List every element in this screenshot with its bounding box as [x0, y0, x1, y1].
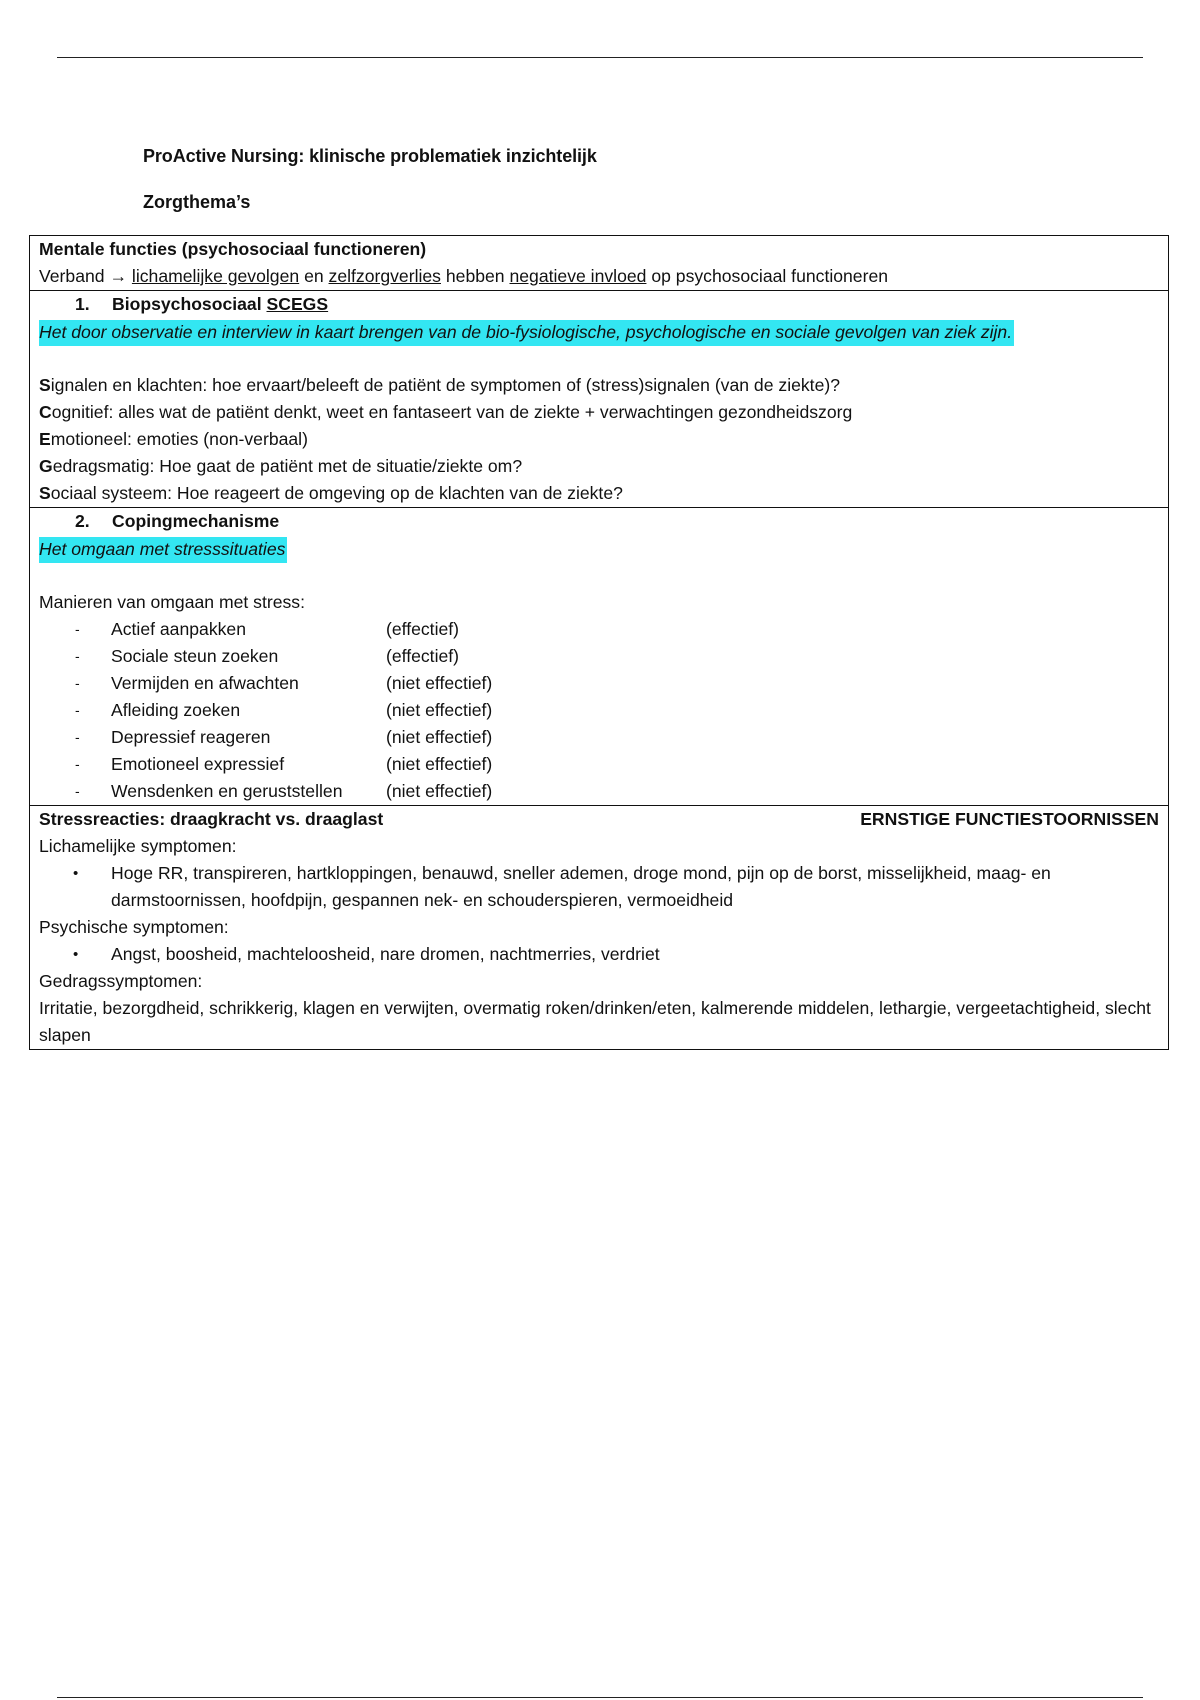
- scegs-text: ognitief: alles wat de patiënt denkt, weet en fantaseert van de ziekte + verwachtingen gezondheidszorg: [51, 402, 853, 422]
- relation-and: en: [304, 266, 324, 286]
- content-table: [29, 235, 1169, 1050]
- scegs-letter: S: [39, 375, 51, 395]
- scegs-text: ociaal systeem: Hoe reageert de omgeving op de klachten van de ziekte?: [50, 483, 623, 503]
- coping-effect: (niet effectief): [386, 673, 493, 693]
- scegs-item: [39, 453, 1159, 480]
- coping-heading-text: Copingmechanisme: [112, 511, 280, 531]
- scegs-letter: S: [39, 483, 51, 503]
- coping-definition: Het omgaan met stresssituaties: [39, 537, 287, 563]
- coping-intro: Manieren van omgaan met stress:: [39, 592, 305, 612]
- scegs-text: edragsmatig: Hoe gaat de patiënt met de situatie/ziekte om?: [52, 456, 523, 476]
- list-item: [39, 643, 1159, 670]
- scegs-item: [39, 426, 1159, 453]
- document-title: ProActive Nursing: klinische problematiek inzichtelijk: [143, 146, 597, 166]
- header-rule: [57, 57, 1143, 58]
- coping-heading: [39, 508, 1159, 535]
- coping-effect: (effectief): [386, 646, 460, 666]
- scegs-letter: E: [39, 429, 51, 449]
- scegs-item: [39, 372, 1159, 399]
- scegs-item: [39, 399, 1159, 426]
- scegs-definition: Het door observatie en interview in kaart brengen van de bio-fysiologische, psychologische en sociale gevolgen van ziek zijn.: [39, 320, 1014, 346]
- coping-definition-line: [39, 535, 1159, 564]
- footer-rule: [57, 1697, 1143, 1698]
- scegs-item: [39, 480, 1159, 507]
- term-self-care-loss: zelfzorgverlies: [328, 266, 441, 286]
- dash-icon: -: [75, 729, 80, 745]
- dash-icon: -: [75, 756, 80, 772]
- scegs-number: 1.: [75, 294, 90, 314]
- physical-symptoms-text: Hoge RR, transpireren, hartkloppingen, benauwd, sneller ademen, droge mond, pijn op de borst, misselijkheid, maag- en darmstoornissen, hoofdpijn, gespannen nek- en schouderspieren, vermoeidheid: [111, 863, 1051, 910]
- coping-label: Actief aanpakken: [111, 619, 246, 639]
- scegs-text: motioneel: emoties (non-verbaal): [50, 429, 308, 449]
- coping-label: Emotioneel expressief: [111, 754, 285, 774]
- list-item: [39, 670, 1159, 697]
- dash-icon: -: [75, 675, 80, 691]
- spacer: [39, 347, 1159, 372]
- scegs-cell: [30, 291, 1168, 508]
- list-item: [39, 778, 1159, 805]
- list-item: [39, 941, 1159, 968]
- coping-label: Depressief reageren: [111, 727, 271, 747]
- coping-label: Wensdenken en geruststellen: [111, 781, 343, 801]
- behavioral-symptoms-label: Gedragssymptomen:: [39, 971, 203, 991]
- spacer: [39, 564, 1159, 589]
- document-subtitle: Zorgthema’s: [143, 192, 251, 212]
- coping-number: 2.: [75, 511, 90, 531]
- mental-functions-cell: [30, 236, 1168, 291]
- dash-icon: -: [75, 702, 80, 718]
- psychic-symptoms-text: Angst, boosheid, machteloosheid, nare dromen, nachtmerries, verdriet: [111, 944, 660, 964]
- scegs-heading-text: Biopsychosociaal: [112, 294, 262, 314]
- mental-functions-heading: Mentale functies (psychosociaal functioneren): [39, 239, 427, 259]
- relation-line: [39, 263, 1159, 290]
- coping-label: Sociale steun zoeken: [111, 646, 279, 666]
- dash-icon: -: [75, 621, 80, 637]
- bullet-icon: •: [73, 865, 79, 882]
- coping-list: [39, 616, 1159, 805]
- coping-effect: (effectief): [386, 619, 460, 639]
- dash-icon: -: [75, 783, 80, 799]
- scegs-definition-line: [39, 318, 1159, 347]
- relation-have: hebben: [445, 266, 505, 286]
- list-item: [39, 616, 1159, 643]
- dash-icon: -: [75, 648, 80, 664]
- scegs-letter: C: [39, 402, 52, 422]
- list-item: [39, 697, 1159, 724]
- stress-reactions-heading: [39, 806, 1159, 833]
- psychic-symptoms-label: Psychische symptomen:: [39, 917, 229, 937]
- bullet-icon: •: [73, 946, 79, 963]
- scegs-acronym: SCEGS: [266, 294, 329, 314]
- scegs-letter: G: [39, 456, 53, 476]
- coping-effect: (niet effectief): [386, 700, 493, 720]
- physical-symptoms-label: Lichamelijke symptomen:: [39, 836, 237, 856]
- coping-label: Afleiding zoeken: [111, 700, 241, 720]
- term-physical-consequences: lichamelijke gevolgen: [131, 266, 300, 286]
- term-negative-influence: negatieve invloed: [509, 266, 647, 286]
- relation-suffix: op psychosociaal functioneren: [651, 266, 889, 286]
- list-item: [39, 724, 1159, 751]
- list-item: [39, 751, 1159, 778]
- coping-effect: (niet effectief): [386, 727, 493, 747]
- coping-effect: (niet effectief): [386, 754, 493, 774]
- behavioral-symptoms-text: Irritatie, bezorgdheid, schrikkerig, klagen en verwijten, overmatig roken/drinken/eten, kalmerende middelen, lethargie, vergeetachtigheid, slecht slapen: [39, 998, 1151, 1045]
- stress-reactions-cell: [30, 806, 1168, 1049]
- coping-label: Vermijden en afwachten: [111, 673, 299, 693]
- scegs-text: ignalen en klachten: hoe ervaart/beleeft de patiënt de symptomen of (stress)signalen (van de ziekte)?: [50, 375, 840, 395]
- severe-disorders-label: ERNSTIGE FUNCTIESTOORNISSEN: [860, 809, 1159, 829]
- scegs-heading: [39, 291, 1159, 318]
- coping-effect: (niet effectief): [386, 781, 493, 801]
- stress-reactions-title: Stressreacties: draagkracht vs. draaglast: [39, 809, 384, 829]
- arrow-right-icon: →: [109, 266, 128, 286]
- list-item: [39, 860, 1159, 914]
- coping-cell: [30, 508, 1168, 806]
- relation-prefix: Verband: [39, 266, 105, 286]
